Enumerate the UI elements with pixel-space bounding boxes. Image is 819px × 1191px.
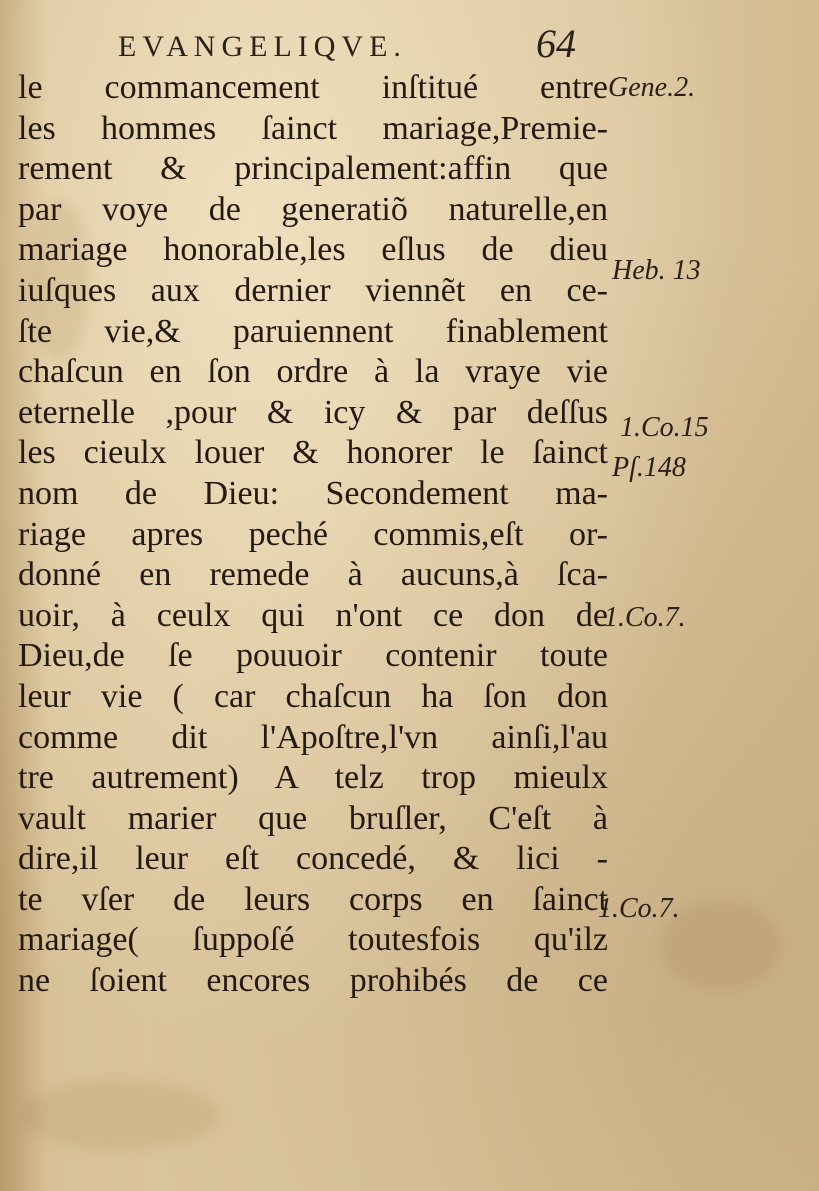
text-line: nom de Dieu: Secondement ma- bbox=[18, 474, 608, 512]
text-line: tre autrement) A telz trop mieulx bbox=[18, 759, 608, 797]
text-line: rement & principalement:affin que bbox=[18, 150, 608, 188]
text-line: les hommes ſainct mariage,Premie- bbox=[18, 109, 608, 147]
text-line: donné en remede à aucuns,à ſca- bbox=[18, 556, 608, 594]
running-head: EVANGELIQVE. bbox=[118, 30, 407, 63]
text-line: riage apres peché commis,eſt or- bbox=[18, 515, 608, 553]
paper-stain bbox=[20, 1080, 220, 1150]
text-line: Dieu,de ſe pouuoir contenir toute bbox=[18, 637, 608, 675]
text-line: par voye de generatiõ naturelle,en bbox=[18, 190, 608, 228]
text-line: le commancement inſtitué entre bbox=[18, 69, 608, 106]
margin-note-heb: Heb. 13 bbox=[612, 255, 701, 286]
text-line: vault marier que bruſler, C'eſt à bbox=[18, 799, 608, 837]
text-line: mariage( ſuppoſé toutesfois qu'ilz bbox=[18, 921, 608, 959]
body-text bbox=[18, 68, 608, 1002]
page-number: 64 bbox=[536, 21, 576, 66]
text-line: mariage honorable,les eſlus de dieu bbox=[18, 231, 608, 269]
text-line: uoir, à ceulx qui n'ont ce don de bbox=[18, 596, 608, 634]
margin-note-cor-15: 1.Co.15 bbox=[620, 412, 709, 443]
margin-note-gene: Gene.2. bbox=[608, 72, 696, 103]
page-header bbox=[118, 16, 618, 76]
text-line: leur vie ( car chaſcun ha ſon don bbox=[18, 677, 608, 715]
margin-note-cor-7: 1.Co.7. bbox=[604, 602, 686, 633]
text-line: te vſer de leurs corps en ſainct bbox=[18, 880, 608, 918]
text-line: dire,il leur eſt concedé, & lici - bbox=[18, 840, 608, 878]
text-line: chaſcun en ſon ordre à la vraye vie bbox=[18, 353, 608, 391]
text-line: ne ſoient encores prohibés de ce bbox=[18, 962, 608, 1000]
margin-note-cor-7-second: 1.Co.7. bbox=[598, 893, 680, 924]
text-line: eternelle ,pour & icy & par deſſus bbox=[18, 393, 608, 431]
text-line: les cieulx louer & honorer le ſainct bbox=[18, 434, 608, 472]
text-line: ſte vie,& paruiennent finablement bbox=[18, 312, 608, 350]
margin-note-psalm: Pſ.148 bbox=[612, 452, 686, 483]
text-line: comme dit l'Apoſtre,l'vn ainſi,l'au bbox=[18, 718, 608, 756]
text-line: iuſques aux dernier viennẽt en ce- bbox=[18, 271, 608, 309]
